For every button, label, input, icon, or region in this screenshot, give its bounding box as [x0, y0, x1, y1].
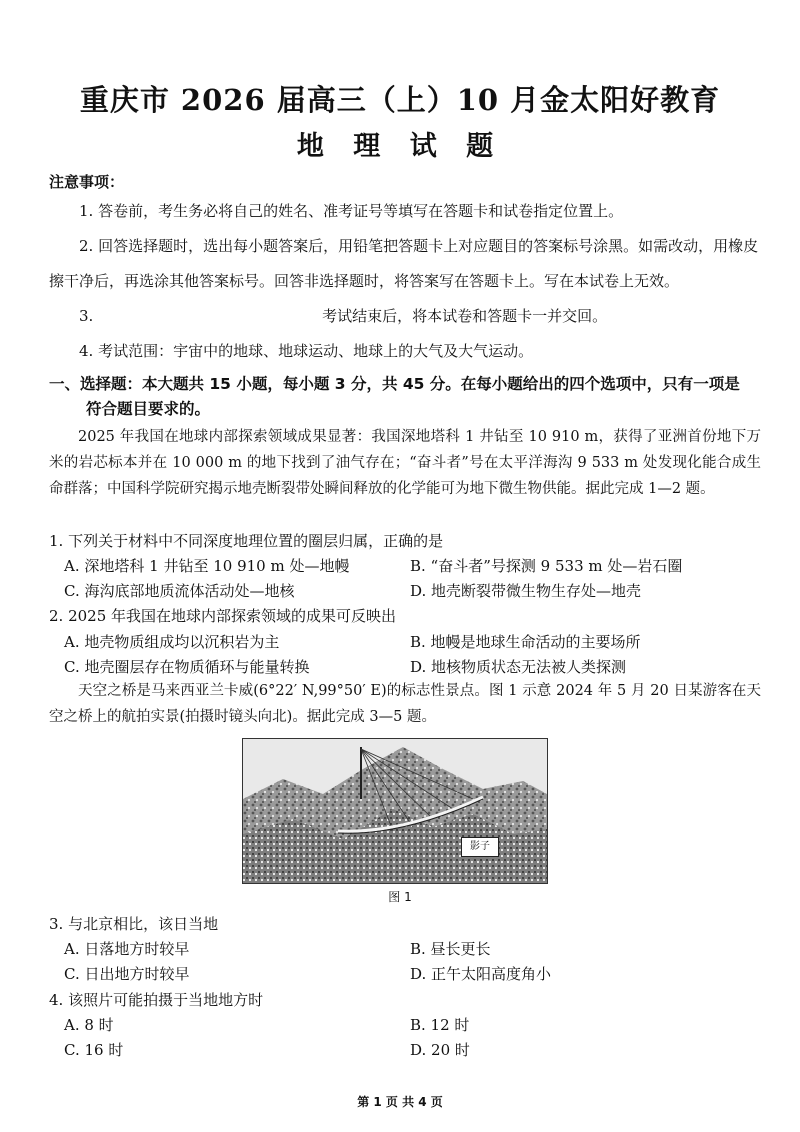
notice-item-2: 2. 回答选择题时，选出每小题答案后，用铅笔把答题卡上对应题目的答案标号涂黑。如需改动，用橡皮擦干净后，再选涂其他答案标号。回答非选择题时，将答案写在答题卡上。写在本试卷上无效。 [49, 237, 759, 290]
q1-option-b[interactable]: B. “奋斗者”号探测 9 533 m 处—岩石圈 [410, 557, 683, 575]
q3-option-a[interactable]: A. 日落地方时较早 [64, 940, 190, 958]
q4-option-a[interactable]: A. 8 时 [64, 1016, 114, 1034]
q1-option-c[interactable]: C. 海沟底部地质流体活动处—地核 [64, 582, 295, 600]
notice-item-1: 1. 答卷前，考生务必将自己的姓名、准考证号等填写在答题卡和试卷指定位置上。 [79, 202, 624, 220]
subject-title: 地 理 试 题 [296, 131, 504, 162]
notice-heading: 注意事项： [49, 173, 125, 191]
question-2-stem: 2. 2025 年我国在地球内部探索领域的成果可反映出 [49, 607, 397, 625]
section-heading [49, 372, 764, 422]
q2-option-a[interactable]: A. 地壳物质组成均以沉积岩为主 [64, 633, 280, 651]
notice-item-4: 4. 考试范围：宇宙中的地球、地球运动、地球上的大气及大气运动。 [79, 342, 534, 360]
q2-option-b[interactable]: B. 地幔是地球生命活动的主要场所 [410, 633, 641, 651]
q2-option-d[interactable]: D. 地核物质状态无法被人类探测 [410, 658, 627, 676]
passage-1: 2025 年我国在地球内部探索领域成果显著：我国深地塔科 1 井钻至 10 910 m，获得了亚洲首份地下万米的岩芯标本并在 10 000 m 的地下找到了油气存在；“奋斗者”号在太平洋海沟 9 533 m 处发现化能合成生命群落；中国科学院研究揭示地壳断裂带处瞬间释放的化学能可为地下微生物供能。据此完成 1—2 题。 [49, 429, 761, 497]
shadow-label: 影子 [461, 837, 499, 857]
passage-2: 天空之桥是马来西亚兰卡威(6°22′ N,99°50′ E)的标志性景点。图 1 示意 2024 年 5 月 20 日某游客在天空之桥上的航拍实景(拍摄时镜头向北)。据此完成 3—5 题。 [49, 683, 761, 725]
figure-1-caption: 图 1 [388, 890, 412, 904]
q4-option-b[interactable]: B. 12 时 [410, 1016, 470, 1034]
question-1-stem: 1. 下列关于材料中不同深度地理位置的圈层归属，正确的是 [49, 532, 444, 550]
notice-item-3: 3. 考试结束后，将本试卷和答题卡一并交回。 [79, 307, 608, 325]
notice-list [49, 194, 759, 369]
sky-bridge-illustration [243, 739, 547, 883]
q1-option-d[interactable]: D. 地壳断裂带微生物生存处—地壳 [410, 582, 642, 600]
exam-title: 重庆市 2026 届高三（上）10 月金太阳好教育 [79, 83, 721, 117]
question-4-stem: 4. 该照片可能拍摄于当地地方时 [49, 991, 264, 1009]
q3-option-d[interactable]: D. 正午太阳高度角小 [410, 965, 552, 983]
q4-option-d[interactable]: D. 20 时 [410, 1041, 470, 1059]
section-heading-line2: 符合题目要求的。 [86, 400, 211, 418]
q4-option-c[interactable]: C. 16 时 [64, 1041, 124, 1059]
section-heading-line1: 一、选择题：本大题共 15 小题，每小题 3 分，共 45 分。在每小题给出的四个选项中，只有一项是 [49, 375, 740, 393]
question-1-options [64, 554, 764, 602]
q3-option-c[interactable]: C. 日出地方时较早 [64, 965, 190, 983]
q1-option-a[interactable]: A. 深地塔科 1 井钻至 10 910 m 处—地幔 [64, 557, 350, 575]
question-2-options [64, 630, 764, 678]
q3-option-b[interactable]: B. 昼长更长 [410, 940, 491, 958]
q2-option-c[interactable]: C. 地壳圈层存在物质循环与能量转换 [64, 658, 310, 676]
question-3-options [64, 937, 764, 985]
question-3-stem: 3. 与北京相比，该日当地 [49, 915, 219, 933]
page-footer: 第 1 页 共 4 页 [357, 1095, 443, 1109]
figure-1-photo [242, 738, 548, 884]
question-4-options [64, 1013, 764, 1061]
